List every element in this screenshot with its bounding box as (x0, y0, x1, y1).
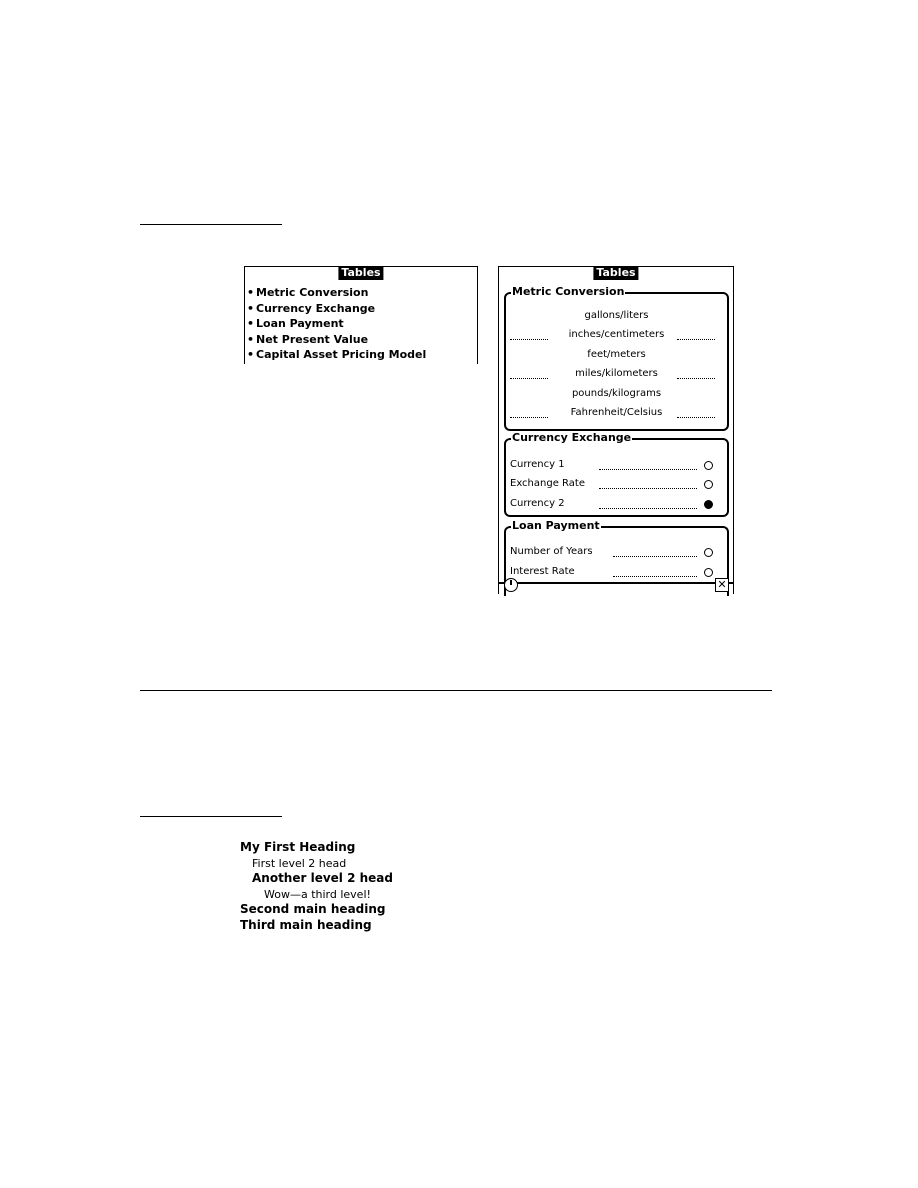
group-title: Metric Conversion (512, 285, 625, 298)
exchange-rate-radio[interactable] (704, 480, 713, 489)
interest-rate-field[interactable] (613, 576, 697, 577)
exchange-rate-label: Exchange Rate (510, 478, 585, 489)
exchange-rate-field[interactable] (599, 488, 697, 489)
list-item-label: Currency Exchange (256, 301, 376, 315)
unit-miles-kilometers: miles/kilometers (575, 368, 658, 379)
currency-2-radio-selected[interactable] (704, 500, 713, 509)
outline-heading-2: Another level 2 head (252, 871, 393, 886)
currency-1-field[interactable] (599, 469, 697, 470)
list-item-label: Metric Conversion (256, 286, 369, 299)
outline-heading-3: Wow—a third level! (264, 887, 371, 901)
section-rule-top (140, 224, 282, 225)
bullet-icon: • (247, 301, 255, 315)
unit-gallons-liters: gallons/liters (584, 310, 649, 321)
list-item-net-present-value[interactable] (247, 332, 426, 348)
centimeters-field[interactable] (677, 339, 715, 340)
bottom-bar (499, 582, 733, 584)
currency-2-field[interactable] (599, 508, 697, 509)
outline-heading-2: First level 2 head (252, 856, 347, 870)
number-of-years-field[interactable] (613, 556, 697, 557)
close-icon[interactable]: ✕ (715, 578, 729, 592)
number-of-years-radio[interactable] (704, 548, 713, 557)
tables-list (247, 285, 426, 363)
bullet-icon: • (247, 317, 255, 331)
outline-heading-1: Second main heading (240, 902, 386, 917)
currency-1-radio[interactable] (704, 461, 713, 470)
list-item-capm[interactable] (247, 347, 426, 363)
inches-field[interactable] (510, 339, 548, 340)
list-item-currency-exchange[interactable] (247, 301, 426, 317)
metric-conversion-group (504, 285, 729, 431)
bullet-icon: • (247, 286, 255, 299)
section-divider (140, 690, 772, 691)
list-item-label: Loan Payment (256, 317, 344, 331)
heading-outline (240, 840, 393, 934)
group-title: Loan Payment (512, 519, 600, 532)
clock-icon[interactable] (504, 578, 518, 592)
unit-feet-meters: feet/meters (587, 349, 646, 360)
list-item-label: Capital Asset Pricing Model (256, 348, 427, 362)
tables-list-screen (244, 266, 478, 364)
screen-title: Tables (338, 266, 383, 280)
unit-fahrenheit-celsius: Fahrenheit/Celsius (570, 407, 663, 418)
bullet-icon: • (247, 348, 255, 362)
loan-payment-group (504, 519, 729, 596)
miles-field[interactable] (510, 378, 548, 379)
interest-rate-radio[interactable] (704, 568, 713, 577)
number-of-years-label: Number of Years (510, 546, 593, 557)
outline-heading-1: My First Heading (240, 840, 356, 854)
list-item-label: Net Present Value (256, 332, 369, 346)
bullet-icon: • (247, 332, 255, 346)
currency-2-label: Currency 2 (510, 498, 565, 509)
unit-inches-centimeters: inches/centimeters (568, 329, 665, 340)
unit-pounds-kilograms: pounds/kilograms (571, 388, 662, 399)
screen-title: Tables (593, 266, 638, 280)
section-rule-bottom (140, 816, 282, 817)
celsius-field[interactable] (677, 417, 715, 418)
group-title: Currency Exchange (512, 431, 632, 444)
kilometers-field[interactable] (677, 378, 715, 379)
interest-rate-label: Interest Rate (510, 566, 575, 577)
list-item-loan-payment[interactable] (247, 316, 426, 332)
currency-1-label: Currency 1 (510, 459, 565, 470)
fahrenheit-field[interactable] (510, 417, 548, 418)
currency-exchange-group (504, 431, 729, 517)
outline-heading-1: Third main heading (240, 917, 372, 932)
tables-detail-screen (498, 266, 734, 594)
list-item-metric-conversion[interactable] (247, 285, 426, 301)
